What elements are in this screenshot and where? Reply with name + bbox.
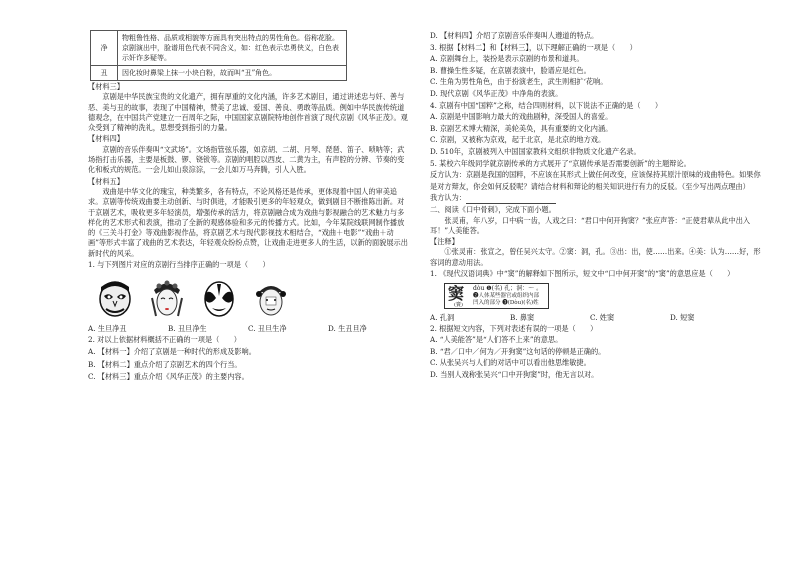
material-5-title: 【材料五】: [88, 176, 124, 186]
left-column: [88, 30, 408, 383]
table-row: [91, 66, 347, 81]
dictionary-box: [444, 283, 549, 309]
option-b[interactable]: B. 鼻窦: [510, 312, 535, 322]
answer-label: 我方认为：: [430, 193, 466, 203]
material-5-text: 戏曲是中华文化的瑰宝，种类繁多，各有特点，不论风格还是传承，更体现着中国人的审美追求。京剧等传统戏曲要主动创新、与时俱进，才能吸引更多的年轻观众，做到剧目不断推陈出新。对于京剧艺术，吸收更多年轻演员，增强传承的活力，将京剧融合成为戏曲与影视融合的艺术魅力与多样化的艺术形式和表演，推动了全新的观感体验和多元的传播方式。比如，今年某院线联网制作播放的《三关斗打金》等戏曲影视作品，将京剧艺术与现代影视技术相结合，“戏曲＋电影”“戏曲＋动画”等形式丰富了戏曲的艺术表达，年轻观众纷纷点赞，让戏曲走进更多人的生活，以新的面貌展示出新时代的风采。: [88, 186, 408, 258]
question-3: 3. 根据【材料二】和【材料三】，以下理解正确的一项是（ ）: [430, 42, 637, 52]
chou-role-face-icon: [252, 278, 290, 318]
material-4-title: 【材料四】: [88, 134, 124, 144]
option-a[interactable]: A. “人美能答”是“人们答不上来”的意思。: [430, 335, 563, 345]
question-5-context: 反方认为：京剧是我国的国粹，不应该在其形式上做任何改变，应该保持其原汁原味的戏曲特色。如果你是对方辩友，你会如何反驳呢？请结合材料和辩论的相关知识进行有力的反驳。（至少写出两点理由）: [430, 170, 761, 191]
question-6-options: [430, 312, 765, 323]
option-c[interactable]: C. 生角为男性角色，由于扮演老生，武生则相扩‘花响。: [430, 77, 608, 87]
dan-role-face-icon: [148, 278, 186, 318]
option-b[interactable]: B. 曹操生性多疑，在京剧表演中，脸谱应是红色。: [430, 65, 591, 75]
option-b[interactable]: B. “君／口中／何为／开狗窦”这句话的停顿是正确的。: [430, 346, 606, 356]
notes-text: ①张灵甫：张宣之，曾任吴兴太守。②窦：洞，孔。③出：出，使……出来。④美：认为……好，形容词的意动用法。: [430, 247, 761, 267]
question-1: 1. 与下列图片对应的京剧行当排序正确的一项是（ ）: [88, 260, 270, 270]
option-a[interactable]: A. 生旦净丑: [88, 324, 127, 334]
dict-line: 凹入的部分 ❸(Dòu)(名)姓: [473, 299, 539, 306]
table-cell: 因化妆时鼻梁上抹一小块白粉，故而叫“丑”角色。: [118, 66, 347, 81]
painted-face-jing-icon: [96, 278, 134, 318]
option-c[interactable]: C. 姓窦: [590, 312, 615, 322]
question-1-options: [88, 323, 408, 334]
story-text: 张灵甫，年八岁，口中病一齿，人戏之曰：“君口中何开狗窦？”张应声答：“正使君辈从此中出入耳！”人美能答。: [430, 215, 751, 235]
right-column: [430, 30, 765, 381]
option-d[interactable]: D. 现代京剧《风华正茂》中净角的表演。: [430, 88, 563, 98]
option-b[interactable]: B. 丑旦净生: [168, 324, 207, 334]
material-3-title: 【材料三】: [88, 82, 124, 91]
option-b[interactable]: B. 京剧艺术博大精深，美轮美奂，具有重要的文化内涵。: [430, 123, 613, 133]
option-d[interactable]: D. 当别人戏称张吴兴“口中开狗窦”时，他无言以对。: [430, 369, 599, 379]
option-d[interactable]: D. 【材料四】介绍了京剧音乐伴奏叫人遵道的特点。: [430, 31, 599, 40]
painted-face-mask-icon: [200, 278, 238, 318]
dict-line: dòu ❶(名) 孔；洞：～ 。: [473, 284, 543, 292]
option-a[interactable]: A. 京剧是中国影响力最大的戏曲剧种，深受国人的喜爱。: [430, 112, 613, 122]
question-5-answer: [430, 192, 765, 204]
option-c[interactable]: C. 丑旦生净: [248, 324, 287, 334]
question-5: 5. 某校六年级同学就京剧传承的方式展开了“京剧传承是否需要创新”的主题辩论。: [430, 158, 691, 168]
table-row: [91, 31, 347, 66]
table-cell: 物粗鲁性格、品质或相貌等方面具有突出特点的男性角色。俗称花脸。京剧演出中，脸谱用色代表不同含义，如：红色表示忠勇侠义，白色表示奸诈多疑等。: [118, 31, 347, 66]
answer-blank[interactable]: [466, 195, 556, 204]
option-c[interactable]: C. 从张吴兴与人们的对话中可以看出他思维敏捷。: [430, 358, 591, 368]
question-6: 1. 《现代汉语词典》中“窦”的解释如下图所示，短文中“口中何开窦”的“窦”的意思应是（ ）: [430, 268, 735, 278]
material-4-text: 京剧的音乐伴奏叫“文武场”。文场指管弦乐器，如京胡、二胡、月琴、琵琶、笛子、唢呐等；武场指打击乐器，主要是板鼓、锣、铙钹等。京剧的唱腔以西皮、二黄为主，有声腔的分辨、节奏的变化和板式的规范。一会儿如山泉淙淙，一会儿如万马奔腾，引人入胜。: [88, 144, 405, 175]
material-3-text: 京剧是中华民族宝贵的文化遗产，拥有厚重的文化内涵，许多艺术剧目，通过讲述忠与奸、善与恶、美与丑的故事，表现了中国精神，赞美了忠诚、爱国、善良、勇敢等品质。例如中华民族传统道德观念，在中国共产党建立一百周年之际，中国国家京剧院特地创作首演了现代京剧《风华正茂》。观众受到了精神的洗礼，思想受到指引的力量。: [88, 92, 408, 133]
opera-faces: [96, 276, 408, 320]
dict-line: ❷人体某些器官或组织内部: [473, 292, 540, 299]
option-d[interactable]: D. 生丑旦净: [328, 324, 367, 334]
notes-title: 【注释】: [430, 237, 459, 247]
option-c[interactable]: C. 京剧，又被称为京戏，起于北京，是北京的地方戏。: [430, 135, 606, 145]
table-key: 净: [91, 31, 118, 66]
option-d[interactable]: D. 短窦: [670, 312, 695, 322]
option-d[interactable]: D. 510年，京剧被列入中国国家教科文组织非物质文化遗产名录。: [430, 146, 641, 156]
option-a[interactable]: A. 【材料一】介绍了京剧是一种时代的形成及影响。: [88, 347, 256, 357]
option-a[interactable]: A. 孔洞: [430, 312, 455, 322]
section-title: 二、阅读《口中骨刺》，完成下面小题。: [430, 204, 556, 214]
question-2: 2. 对以上依据材料概括不正确的一项是（ ）: [88, 335, 241, 345]
option-a[interactable]: A. 京剧舞台上，装扮是表示京剧的布景和道具。: [430, 54, 584, 64]
option-c[interactable]: C. 【材料三】重点介绍《风华正茂》的主要内容。: [88, 371, 249, 381]
table-key: 丑: [91, 66, 118, 81]
dictionary-entry: [444, 283, 765, 309]
question-7: 2. 根据短文内容，下列对表述有误的一项是（ ）: [430, 323, 598, 333]
role-table: [90, 30, 347, 81]
option-b[interactable]: B. 【材料二】重点介绍了京剧艺术的四个行当。: [88, 359, 242, 369]
dict-trad: (竇): [454, 301, 463, 308]
question-4: 4. 京剧有中国“国粹”之称，结合四则材料，以下说法不正确的是（ ）: [430, 100, 663, 110]
dict-char: 窦: [448, 283, 465, 303]
